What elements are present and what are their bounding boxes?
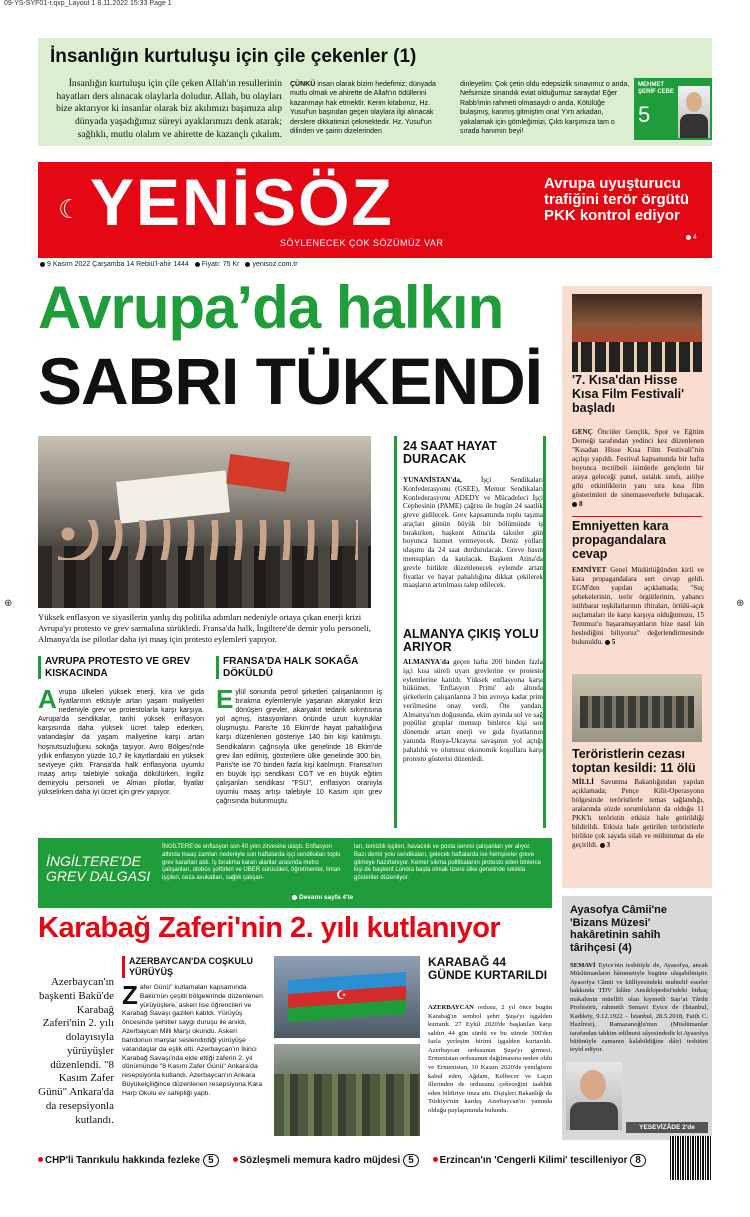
festival-photo [572,294,702,372]
europe-dropcap: A [38,684,57,714]
germany-title: ALMANYA ÇIKIŞ YOLU ARIYOR [403,627,539,655]
terror-body: MİLLİ Savunma Bakanlığından yapılan açıklamada; Pençe Kilit-Operasyonu bölgesinde teröristlerle temas sağlandığı, aralarında sözde sorumluların da olduğu 11 PKK'lı teröristin etkisiz hale getirildiği bildirildi. Etkisiz hale getirilen teröristlerle birlikte çok sayıda silah ve mühimmat da ele geçirildi. 3 [572,778,704,849]
uk-label: İNGİLTERE'DE GREV DALGASI [46,853,151,885]
hagia-title: Ayasofya Câmii'ne 'Bizans Müzesi' hakâretinin sahîh târihçesi (4) [570,904,667,954]
masthead-logo[interactable] [58,165,478,252]
barcode [670,1136,712,1180]
logo-slogan: SÖYLENECEK ÇOK SÖZÜMÜZ VAR [280,238,444,248]
flag-photo: ☪ [274,956,420,1038]
top-band-title: İnsanlığın kurtuluşu için çile çekenler (1) [50,46,417,67]
crescent-icon: ☾ [58,194,82,224]
uk-continue[interactable]: Devamı sayfa 4'te [292,894,353,901]
film-title: '7. Kısa'dan Hisse Kısa Film Festivali' başladı [572,373,685,415]
main-caption: Yüksek enflasyon ve siyasilerin yanlış dış politika adımları nedeniyle ortaya çıkan enerji krizi Avrupa'yı protesto ve grev sarmalına sürükledi. Fransa'da halk, İngiltere'de demir yolu personeli, Almanya'da ise pilotlar daha iyi maaş için protesto eylemleri yapıyor. [38,612,371,645]
dateline-price: Fiyatı: 75 Kr [201,261,240,268]
top-band-col2 [290,80,450,137]
europe-title: AVRUPA PROTESTO VE GREV KISKACINDA [38,656,198,679]
walk-body: Z afer Günü" kutlamaları kapsamında Bakü'nün çeşitli bölgelerinde düzenlenen yürüyüşlere, askeri lise öğrencileri ve Karabağ Savaşı gazileri katıldı. Yürüyüş öncesinde şehitler saygı duruşu ile anıldı, Azerbaycan Milli Marşı okundu. Askeri bandonun marşlar seslendirdiği yürüyüşe vatandaşlar da eşlik etti. Azerbaycan'ın İkinci Karabağ Savaşı'nda elde ettiği zaferin 2. yıl dönümünde "8 Kasım Zafer Günü" Ankara'da resepsiyonla kutlandı. Azerbaycan'ın Ankara Büyükelçiliğince düzenlenen resepsiyona Kara Harp Okulu ev sahipliği yaptı. [122,980,263,1097]
uk-box [38,838,552,908]
registration-mark: ⊕ [736,598,745,609]
print-slug: 09-YS-SYF01-r.qxp_Layout 1 8.11.2022 15:33 Page 1 [4,0,172,7]
terror-title: Teröristlerin cezası toptan kesildi: 11 ölü [572,747,696,775]
dateline-site[interactable]: yenisoz.com.tr [252,261,298,268]
author-photo [678,86,710,138]
author-page-ref: 5 [638,102,651,127]
main-headline-2: SABRI TÜKENDİ [38,344,543,418]
days-body: AZERBAYCAN ordusu, 2 yıl önce bugün Karabağ'ın sembol şehri Şuşa'yı işgalden kurtardı. 27 Eylül 2020'de başlatılan karşı saldırı 44 gün sürdü ve bu sürede 300'den fazla yerleşim birimi işgalden kurtarıldı. Azerbaycan ordusunun Şuşa'yı girmesi, Ermenistan ordusunun dağılmasına neden oldu ve Ermenistan, 10 Kasım 2020'de yenilgisini kabul eden, Ağdam, Kelbecer ve Laçın illerinden de ordusunu çekeceğini taahhüt eden bildiriye imza attı. Dışişleri Bakanlığı da Türkiye'nin kardeş Azerbaycan'ın yanında olduğu paylaşımında bulundu. [428,1004,552,1114]
film-body: GENÇ Öncüler Gençlik, Spor ve Eğitim Derneği tarafından yedinci kez düzenlenen "Kısadan Hisse Kısa Film Festivali"nin açılışı yapıldı. Festival kapsamında bir hafta boyunca tecrübeli isimlerle gençlerin bir araya geleceği panel, ustalık sınıfı, atölye gibi etkinliklerin yanı sıra kısa film gösterimleri de sinemaseverlerle buluşacak. 8 [572,428,704,508]
karabakh-headline: Karabağ Zaferi'nin 2. yılı kutlanıyor [38,912,501,944]
masthead-side-headline[interactable]: Avrupa uyuşturucu trafiğini terör örgütü PKK kontrol ediyor [544,175,689,224]
masthead-side-ref: 4 [686,234,697,241]
days-title: KARABAĞ 44 GÜNDE KURTARILDI [428,955,548,982]
sidebar-divider-1 [572,516,702,517]
uk-col1: İNGİLTERE'de enflasyon son 40 yılın zirvesine ulaştı. Enflasyon altında maaş zamları nedeniyle son haftalarda işçi sendikaları toplu grev kararları aldı. İş bırakma kararı alanlar arasında metro çalışanları, otobüs şoförleri ve UBER sürücüleri, öğretmenler, liman işçileri, ceza avukatları, sağlık çalışan- [162,844,341,882]
parade-photo [274,1044,420,1136]
france-dropcap: E [216,684,234,714]
walk-title: AZERBAYCAN'DA COŞKULU YÜRÜYÜŞ [122,956,262,978]
hagia-author-tag[interactable]: YESEVİZÂDE 2'de [626,1122,708,1133]
top-band-col3: dinleyelim: Çok çetin oldu edepsizlik sınavımız o anda, Nefsimize sinandık eviat olduğumuz saraydaǃ Eğer Rabb'imin rahmeti olmasaydı o anda, Kötülüğe bulaşmış, kanmış gitmiştim onaǃ Yırtı arkadan, yakalamak için gömleğimizi, Çıktı karşımıza tam o sırada hanımın beyiǃ [460,81,630,136]
dateline [40,261,298,268]
hagia-box [562,896,712,1140]
france-body: E ylül sonunda petrol şirketleri çalışanlarının iş bırakma eylemleriyle yaşanan akaryakıt krizi dönüşen grevler, akaryakıt tedarik sıkıntısına yol açmış, istasyonların önünde uzun kuyruklar oluşmuştu. Paris'te 16 Ekim'de hayat pahalılığına karşı düzenlenen gösteriye 140 bin kişi katılmıştı. Sendikaların çağrısıyla ülke genelinde 18 Ekim'de grev ilan edilmiş, gösterilere ülke genelinde 300 bin, Paris'te ise 70 binden fazla kişi katılmıştı. Fransa'nın en büyük işçi sendikası CGT ve en büyük eğitim çalışanları sendikası "FSU", enflasyon oranıyla uyumlu maaş artışı talebiyle 10 Kasım için grev çağrısında bulunmuştu. [216,684,382,806]
ticker-item[interactable]: Sözleşmeli memura kadro müjdesi 5 [233,1154,419,1167]
bottom-ticker [38,1150,650,1170]
france-title: FRANSA'DA HALK SOKAĞA DÖKÜLDÜ [216,656,376,679]
dateline-date: 9 Kasım 2022 Çarşamba 14 Rebiü'l-ahir 1444 [47,261,189,268]
top-band [38,38,712,146]
sidebar [562,286,712,888]
hagia-body: SEMAVİ Eyice'nin tesbitiyle de, Ayasofya, ancak Müslümanların hâmmetiyle bugüne ulaşabilmiştir. Ayasofya Câmii ve külliyesindeki muhtelif eserler hakkında TDV İslâm Ansiklopedisi'ndeki birkaç makalenin müellifi olan kıymetli Sanʼat Târihi Profesörü, rahmetli Semavi Eyice de (İstanbul, Kadıköy, 9.12.1922 – İstanbul, 28.5.2018, Fatih C. Hazîresi), Ramazanoğlu'nun (Müslümanlar tarafından tahkim edilmesi sâyesindedir ki Ayasofya bütünüyle zamanın kalabildiğine dâir) tesbitini teyid ediyor. [570,962,709,1054]
germany-body: ALMANYA'da geçen hafta 200 binden fazla işçi kısa süreli uyarı grevlerine ve protesto eylemlerine katıldı. Yüksek enflasyona karşı hükümet, 'Enflasyon Primi' adı altında şirketlerin çalışanlarına 3 bin avroya kadar prim verilmesine onay verdi. Öte yandan, Almanya'nın doğusunda, ekim ayında sol ve sağ popülist gruplar mensup binlerce kişi son dönemde artan enerji ve gıda fiyatlarının yanında Rusya-Ukrayna savaşının yol açtığı pahalılık ve olumsuz ekonomik koşullara karşı protesto gösterisi düzenledi. [403,658,543,763]
strike-column [394,436,546,828]
masthead [38,162,712,258]
security-title: Emniyetten kara propagandalara cevap [572,519,669,561]
registration-mark: ⊕ [4,598,13,609]
top-band-col2-text: insan olarak bizim hedefimiz; dünyada mutlu olmak ve ahirette de Allah'ın ödüllerini kazanmayı hak etmektir. Kerim kitabımız, Hz. Yusuf'un başından geçen olaylara ilgi alınacak derslere dikkatimizi çekmektedir. Hz. Yusuf'un dilinden ve şairin dizelerinden [290,81,436,136]
europe-body: A vrupa ülkeleri yüksek enerji, kira ve gıda fiyatlarının etkisiyle artan yaşam maliyetleri nedeniyle grev ve protestolarla karşı karşıya. Avrupa'da sendikalar, tarihi yüksek enflasyon karşısında daha yüksek ücret talep ederken, vatandaşlar da yaşam maliyetine karşı artan hoşnutsuzluğunu sokağa taşıyor. Avro Bölgesi'nde yıllık enflasyon yüzde 10,7 ile kayıtlardaki en yüksek seviyeye çıktı. Fransa'da halk enflasyona uyumlu maaş artışı talebiyle sokağa dökülürken, İngiliz demiryolu personeli ve Alman pilotlar, fiyatlar yükselirken daha iyi ücret için grev yapıyor. [38,684,204,797]
weapons-photo [572,674,702,742]
uk-col2: ları, temizlik işçileri, havacılık ve posta servisi çalışanları yer alıyor. Bazı demir yolu sendikaları, gelecek haftalarda ise hemşireler greve gitmeye hazırlanıyor. Kemer sıkma politikalarını protesto eden binlerce kişi de başkent Londra başta olmak üzere ülke genelinde sıklıkla gösteriler düzenliyor. [354,844,542,882]
logo-text: YENİSÖZ [90,165,394,239]
main-headline-1: Avrupa’da halkın [38,274,504,341]
security-body: EMNİYET Genel Müdürlüğünden kirli ve kara propagandalara sert cevap geldi. EGM'den yapılan açıklamada; "Suç şebekelerinin, terör örgütlerinin, yabancı istihbarat teşkilatlarının iftiraları, örtülü-açık suçlamaları ile karşı karşıya olduğumuzu, 15 Temmuz'u başaramayanların bize nasıl kin beslediğini biliyoruz" değerlendirmesinde bulunuldu. 5 [572,566,705,646]
author-box [634,78,712,140]
karabakh-lead: Azerbaycan'ın başkenti Bakü'de Karabağ Zaferi'nin 2. yılı dolayısıyla yürüyüşler düzenlendi. "8 Kasım Zafer Günü" Ankara'da da resepsiyonla kutlandı. [38,976,114,1126]
walk-dropcap: Z [122,980,138,1010]
author-name: MEHMET ŞERİF CEBE [638,82,675,96]
ticker-item[interactable]: Erzincan'ın 'Cengerli Kilimi' tescilleniyor 8 [433,1154,646,1167]
top-band-intro: İnsanlığın kurtuluşu için çile çeken Allah'ın resullerinin hayatları ders alınacak olaylarla doludur. Allah, bu olayları bize aktarıyor ki insanlar olarak biz akılımızı başımıza alıp dünyada yaşadığımız süreyi ayaklarımızı denk atarak; sağlıklı, mutlu olalım ve ahirette de kazançlı çıkalım. [56,78,282,140]
top-band-col2-lead: ÇÜNKÜ [290,81,316,88]
ticker-item[interactable]: CHP'li Tanrıkulu hakkında fezleke 5 [38,1154,219,1167]
protest-photo [38,436,371,608]
columnist-photo [566,1062,622,1130]
strike-body: YUNANİSTAN'da, İşçi Sendikaları Konfederasyonu (GSEE), Memur Sendikaları Konfederasyonu ADEDY ve Mücadeleci İşçi Cephesinin (PAME) çağrısı ile bugün 24 saatlik greve gidilecek. Grev kapsamında toplu taşıma araçları günün büyük bir bölümünde iş bırakırken, başkent Atina'da taksiler gün boyunca hizmet vermeyecek. Deniz yolları ulaşımı da 24 saat durdurulacak. Greve basın mensupları da katılacak. Başkent Atina'da grevle birlikte düzenlenecek eylemde artan fiyatlar ve hayat pahalılığına dikkat çekilerek maaşların artırılması talep edilecek. [403,476,543,590]
strike-title: 24 SAAT HAYAT DURACAK [403,439,497,467]
